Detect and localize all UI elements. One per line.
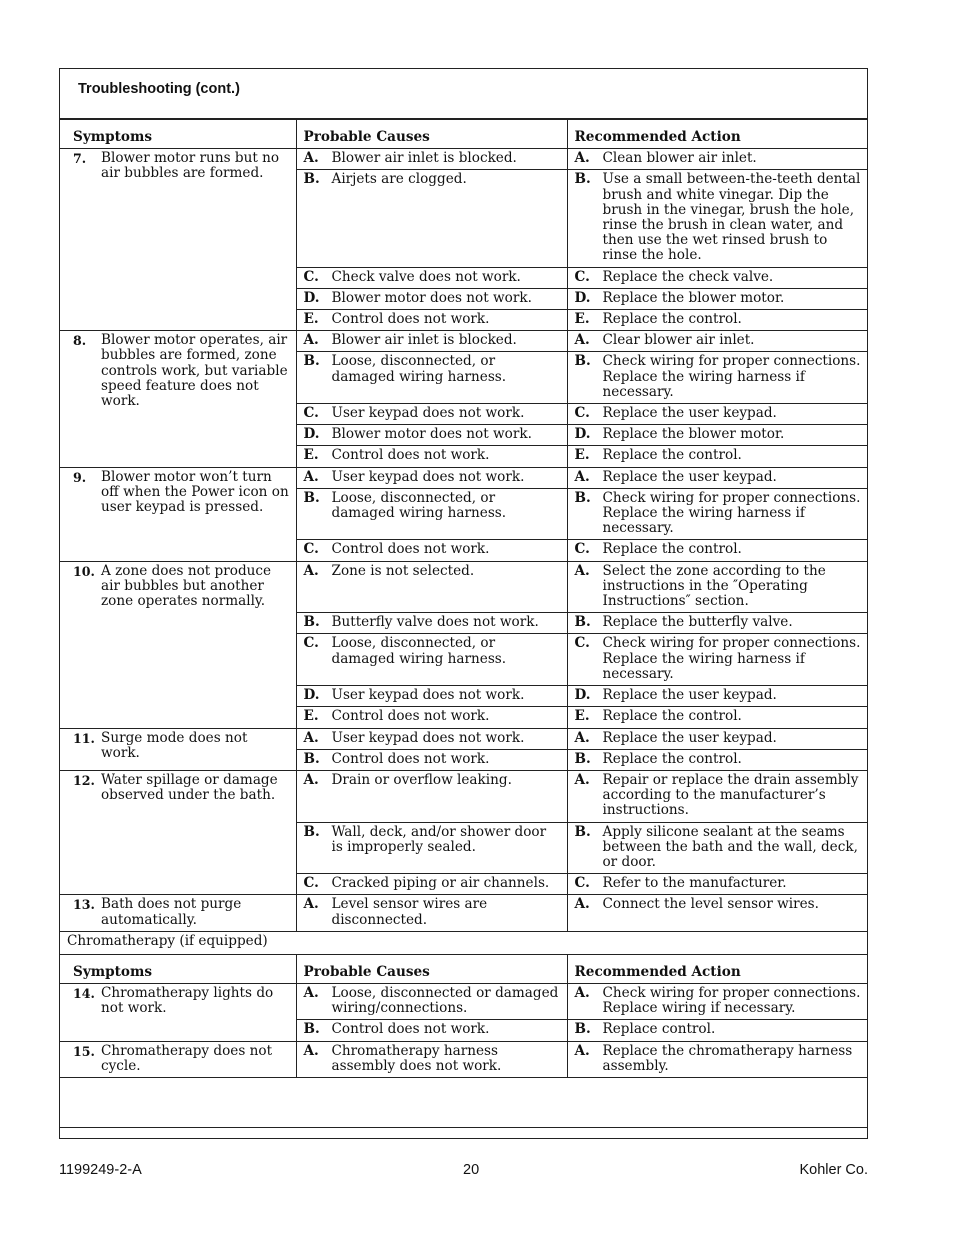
action-letter: B. bbox=[574, 1021, 591, 1038]
cause bbox=[304, 1044, 561, 1074]
action-letter: B. bbox=[574, 750, 591, 767]
symptom bbox=[67, 564, 290, 610]
cause-cell bbox=[296, 310, 567, 331]
symptom-text: Blower motor runs but no air bubbles are formed. bbox=[101, 150, 280, 182]
cause bbox=[304, 709, 561, 724]
cause-cell bbox=[296, 425, 567, 446]
action-text: Replace the control. bbox=[602, 447, 742, 464]
symptom-number: 10. bbox=[73, 563, 95, 579]
cause-letter: A. bbox=[303, 332, 319, 349]
cause-letter: B. bbox=[303, 489, 320, 506]
cause-letter: D. bbox=[303, 289, 320, 306]
cause-cell bbox=[296, 467, 567, 488]
cause bbox=[304, 151, 561, 166]
header-action: Recommended Action bbox=[567, 120, 867, 149]
cause bbox=[304, 564, 561, 579]
action bbox=[575, 636, 862, 682]
action-cell bbox=[567, 540, 867, 561]
cause-cell bbox=[296, 170, 567, 267]
action-cell bbox=[567, 613, 867, 634]
symptom bbox=[67, 773, 290, 803]
cause-cell bbox=[296, 561, 567, 613]
symptom-number: 9. bbox=[73, 469, 87, 485]
action-letter: E. bbox=[574, 447, 590, 464]
cause bbox=[304, 333, 561, 348]
cause-letter: A. bbox=[303, 1042, 319, 1059]
action bbox=[575, 564, 862, 610]
cause-text: Control does not work. bbox=[331, 1021, 490, 1038]
cause-letter: C. bbox=[303, 875, 319, 892]
cause-letter: E. bbox=[303, 447, 319, 464]
action bbox=[575, 876, 862, 891]
symptom-number: 13. bbox=[73, 897, 95, 913]
action-cell bbox=[567, 983, 867, 1019]
action bbox=[575, 470, 862, 485]
symptom-text: Blower motor operates, air bubbles are formed, zone controls work, but variable speed feature does not work. bbox=[101, 332, 288, 410]
action-cell bbox=[567, 488, 867, 540]
action-text: Replace the control. bbox=[602, 708, 742, 725]
cause-text: Loose, disconnected or damaged wiring/connections. bbox=[331, 984, 559, 1017]
table-row bbox=[60, 467, 867, 488]
symptom bbox=[67, 731, 290, 761]
cause bbox=[304, 986, 561, 1016]
symptom-cell bbox=[60, 149, 296, 331]
cause-cell bbox=[296, 770, 567, 822]
action-text: Replace control. bbox=[602, 1021, 716, 1038]
cause bbox=[304, 773, 561, 788]
action-letter: B. bbox=[574, 489, 591, 506]
symptom-text: Chromatherapy does not cycle. bbox=[101, 1042, 273, 1074]
cause-text: Control does not work. bbox=[331, 708, 490, 725]
header-row bbox=[60, 120, 867, 149]
cause bbox=[304, 427, 561, 442]
cause-letter: A. bbox=[303, 896, 319, 913]
symptom-text: Bath does not purge automatically. bbox=[101, 896, 242, 928]
action-text: Connect the level sensor wires. bbox=[602, 896, 819, 913]
action-text: Check wiring for proper connections. Replace the wiring harness if necessary. bbox=[602, 489, 861, 537]
cause-cell bbox=[296, 707, 567, 728]
cause-letter: B. bbox=[303, 614, 320, 631]
action-letter: C. bbox=[574, 268, 590, 285]
action-text: Replace the blower motor. bbox=[602, 426, 785, 443]
cause-text: User keypad does not work. bbox=[331, 405, 525, 422]
cause-cell bbox=[296, 686, 567, 707]
cause-letter: A. bbox=[303, 729, 319, 746]
action-letter: D. bbox=[574, 687, 591, 704]
cause bbox=[304, 731, 561, 746]
symptom-text: Surge mode does not work. bbox=[101, 729, 248, 761]
cause-letter: A. bbox=[303, 150, 319, 167]
symptom-cell bbox=[60, 770, 296, 894]
cause-letter: C. bbox=[303, 405, 319, 422]
action-cell bbox=[567, 331, 867, 352]
table-row bbox=[60, 895, 867, 931]
cause-text: Control does not work. bbox=[331, 541, 490, 558]
cause-cell bbox=[296, 822, 567, 874]
cause-text: Loose, disconnected, or damaged wiring harness. bbox=[331, 635, 507, 667]
symptom-text: A zone does not produce air bubbles but another zone operates normally. bbox=[101, 562, 272, 610]
action-letter: B. bbox=[574, 171, 591, 188]
cause-cell bbox=[296, 352, 567, 404]
cause-cell bbox=[296, 983, 567, 1019]
action-text: Check wiring for proper connections. Replace wiring if necessary. bbox=[602, 984, 861, 1017]
symptom-text: Blower motor won’t turn off when the Power icon on user keypad is pressed. bbox=[101, 468, 289, 516]
action bbox=[575, 615, 862, 630]
cause-letter: C. bbox=[303, 268, 319, 285]
action-cell bbox=[567, 352, 867, 404]
action bbox=[575, 291, 862, 306]
action-text: Replace the user keypad. bbox=[602, 468, 777, 485]
page-number: 20 bbox=[463, 1162, 480, 1178]
symptom-text: Chromatherapy lights do not work. bbox=[101, 984, 274, 1017]
symptom-cell bbox=[60, 983, 296, 1041]
cause-text: Blower motor does not work. bbox=[331, 289, 532, 306]
action bbox=[575, 333, 862, 348]
cause bbox=[304, 897, 561, 927]
header-row-2 bbox=[60, 954, 867, 983]
action-cell bbox=[567, 149, 867, 170]
cause-text: Cracked piping or air channels. bbox=[331, 875, 550, 892]
symptom-cell bbox=[60, 895, 296, 931]
action bbox=[575, 542, 862, 557]
action bbox=[575, 448, 862, 463]
action-cell bbox=[567, 686, 867, 707]
table-row bbox=[60, 149, 867, 170]
cause-cell bbox=[296, 874, 567, 895]
symptom-number: 12. bbox=[73, 772, 95, 788]
cause-cell bbox=[296, 728, 567, 749]
action bbox=[575, 1044, 862, 1074]
action-cell bbox=[567, 467, 867, 488]
cause-cell bbox=[296, 488, 567, 540]
action-cell bbox=[567, 895, 867, 931]
action-text: Repair or replace the drain assembly according to the manufacturer’s instructions. bbox=[602, 771, 859, 819]
table-row bbox=[60, 983, 867, 1019]
action bbox=[575, 354, 862, 400]
cause-text: Zone is not selected. bbox=[331, 562, 475, 579]
cause-text: Blower motor does not work. bbox=[331, 426, 532, 443]
header-causes: Probable Causes bbox=[296, 120, 567, 149]
cause-cell bbox=[296, 540, 567, 561]
action bbox=[575, 825, 862, 871]
action-letter: A. bbox=[574, 468, 590, 485]
cause-letter: A. bbox=[303, 984, 319, 1001]
action-cell bbox=[567, 288, 867, 309]
action bbox=[575, 986, 862, 1016]
action-cell bbox=[567, 561, 867, 613]
symptom-cell bbox=[60, 728, 296, 770]
cause bbox=[304, 542, 561, 557]
cause-cell bbox=[296, 267, 567, 288]
action-letter: A. bbox=[574, 729, 590, 746]
cause-letter: B. bbox=[303, 353, 320, 370]
action-text: Replace the control. bbox=[602, 541, 742, 558]
cause-letter: B. bbox=[303, 1021, 320, 1038]
action bbox=[575, 897, 862, 912]
cause bbox=[304, 354, 561, 384]
action bbox=[575, 427, 862, 442]
cause-cell bbox=[296, 149, 567, 170]
symptom bbox=[67, 151, 290, 181]
action bbox=[575, 773, 862, 819]
action-letter: B. bbox=[574, 614, 591, 631]
action-letter: A. bbox=[574, 771, 590, 788]
action-cell bbox=[567, 170, 867, 267]
header-symptoms-2: Symptoms bbox=[60, 954, 296, 983]
cause-cell bbox=[296, 446, 567, 467]
symptom bbox=[67, 986, 290, 1016]
section-title: Troubleshooting (cont.) bbox=[60, 69, 867, 119]
action-cell bbox=[567, 446, 867, 467]
action-letter: A. bbox=[574, 332, 590, 349]
cause bbox=[304, 825, 561, 855]
symptom-number: 14. bbox=[73, 985, 95, 1001]
cause-letter: E. bbox=[303, 708, 319, 725]
cause-text: Blower air inlet is blocked. bbox=[331, 150, 517, 167]
action-text: Check wiring for proper connections. Replace the wiring harness if necessary. bbox=[602, 635, 861, 682]
symptom-text: Water spillage or damage observed under the bath. bbox=[101, 771, 278, 804]
action-letter: B. bbox=[574, 823, 591, 840]
symptom-cell bbox=[60, 331, 296, 467]
cause bbox=[304, 470, 561, 485]
doc-number: 1199249-2-A bbox=[59, 1162, 142, 1178]
cause-text: Drain or overflow leaking. bbox=[331, 771, 512, 788]
action-letter: B. bbox=[574, 353, 591, 370]
action-letter: A. bbox=[574, 984, 590, 1001]
cause-cell bbox=[296, 749, 567, 770]
cause-cell bbox=[296, 404, 567, 425]
cause-text: Chromatherapy harness assembly does not work. bbox=[331, 1042, 502, 1074]
cause-text: User keypad does not work. bbox=[331, 729, 525, 746]
chromatherapy-subheading-row bbox=[60, 931, 867, 954]
symptom bbox=[67, 897, 290, 927]
action-letter: C. bbox=[574, 635, 590, 652]
cause-text: Wall, deck, and/or shower door is improperly sealed. bbox=[331, 823, 547, 855]
header-causes-2: Probable Causes bbox=[296, 954, 567, 983]
cause-text: User keypad does not work. bbox=[331, 687, 525, 704]
action-cell bbox=[567, 770, 867, 822]
symptom-cell bbox=[60, 467, 296, 561]
symptom-number: 8. bbox=[73, 333, 87, 349]
cause-text: Loose, disconnected, or damaged wiring harness. bbox=[331, 353, 507, 385]
blank-row bbox=[60, 1077, 867, 1127]
action-cell bbox=[567, 310, 867, 331]
cause bbox=[304, 270, 561, 285]
action bbox=[575, 731, 862, 746]
action bbox=[575, 491, 862, 537]
action-letter: E. bbox=[574, 708, 590, 725]
cause-cell bbox=[296, 895, 567, 931]
action-letter: C. bbox=[574, 541, 590, 558]
cause-text: Control does not work. bbox=[331, 311, 490, 328]
cause bbox=[304, 1022, 561, 1037]
cause-text: Control does not work. bbox=[331, 447, 490, 464]
chromatherapy-subheading: Chromatherapy (if equipped) bbox=[60, 931, 867, 954]
table-row bbox=[60, 728, 867, 749]
action bbox=[575, 709, 862, 724]
action-text: Replace the control. bbox=[602, 750, 742, 767]
troubleshooting-frame bbox=[59, 68, 868, 1139]
cause-cell bbox=[296, 288, 567, 309]
action-letter: C. bbox=[574, 875, 590, 892]
cause-cell bbox=[296, 331, 567, 352]
action-text: Check wiring for proper connections. Replace the wiring harness if necessary. bbox=[602, 353, 861, 400]
cause bbox=[304, 688, 561, 703]
cause bbox=[304, 491, 561, 521]
action-cell bbox=[567, 707, 867, 728]
action-cell bbox=[567, 404, 867, 425]
action-text: Apply silicone sealant at the seams between the bath and the wall, deck, or door. bbox=[602, 823, 858, 870]
action-text: Clean blower air inlet. bbox=[602, 150, 757, 167]
action bbox=[575, 270, 862, 285]
cause-letter: D. bbox=[303, 687, 320, 704]
action-letter: D. bbox=[574, 289, 591, 306]
cause-cell bbox=[296, 634, 567, 686]
action-cell bbox=[567, 728, 867, 749]
cause bbox=[304, 312, 561, 327]
cause-letter: B. bbox=[303, 171, 320, 188]
action-text: Clear blower air inlet. bbox=[602, 332, 755, 349]
cause bbox=[304, 448, 561, 463]
cause-text: Control does not work. bbox=[331, 750, 490, 767]
action-cell bbox=[567, 267, 867, 288]
symptom-number: 11. bbox=[73, 730, 95, 746]
header-action-2: Recommended Action bbox=[567, 954, 867, 983]
cause-cell bbox=[296, 1041, 567, 1077]
cause-text: Blower air inlet is blocked. bbox=[331, 332, 517, 349]
symptom bbox=[67, 470, 290, 516]
cause-text: User keypad does not work. bbox=[331, 468, 525, 485]
cause-cell bbox=[296, 613, 567, 634]
cause-letter: A. bbox=[303, 562, 319, 579]
cause bbox=[304, 615, 561, 630]
action-text: Select the zone according to the instructions in the ″Operating Instructions″ section. bbox=[602, 562, 826, 610]
company-name: Kohler Co. bbox=[799, 1162, 868, 1178]
action-letter: A. bbox=[574, 562, 590, 579]
symptom-cell bbox=[60, 561, 296, 728]
cause bbox=[304, 876, 561, 891]
action bbox=[575, 688, 862, 703]
table-row bbox=[60, 331, 867, 352]
cause bbox=[304, 752, 561, 767]
symptom bbox=[67, 333, 290, 409]
cause-text: Check valve does not work. bbox=[331, 268, 521, 285]
cause-letter: C. bbox=[303, 541, 319, 558]
action-text: Replace the blower motor. bbox=[602, 289, 785, 306]
action-cell bbox=[567, 1020, 867, 1041]
table-row bbox=[60, 561, 867, 613]
symptom-number: 7. bbox=[73, 151, 87, 167]
cause-text: Level sensor wires are disconnected. bbox=[331, 896, 488, 928]
action-text: Use a small between-the-teeth dental brush and white vinegar. Dip the brush in the vinegar, brush the hole, rinse the brush in clean water, and then use the wet rinsed brush to rinse the hole. bbox=[602, 171, 861, 264]
cause-letter: A. bbox=[303, 468, 319, 485]
action-cell bbox=[567, 425, 867, 446]
action-letter: A. bbox=[574, 1042, 590, 1059]
action-cell bbox=[567, 822, 867, 874]
troubleshooting-table bbox=[60, 119, 867, 1128]
action-letter: D. bbox=[574, 426, 591, 443]
action-text: Refer to the manufacturer. bbox=[602, 875, 787, 892]
cause-text: Butterfly valve does not work. bbox=[331, 614, 539, 631]
action-text: Replace the user keypad. bbox=[602, 729, 777, 746]
symptom-cell bbox=[60, 1041, 296, 1077]
action-text: Replace the control. bbox=[602, 311, 742, 328]
action-cell bbox=[567, 1041, 867, 1077]
action bbox=[575, 151, 862, 166]
action-text: Replace the check valve. bbox=[602, 268, 774, 285]
cause bbox=[304, 291, 561, 306]
action-text: Replace the user keypad. bbox=[602, 687, 777, 704]
action-letter: C. bbox=[574, 405, 590, 422]
cause-cell bbox=[296, 1020, 567, 1041]
symptom bbox=[67, 1044, 290, 1074]
table-row bbox=[60, 770, 867, 822]
action-letter: E. bbox=[574, 311, 590, 328]
cause-text: Airjets are clogged. bbox=[331, 171, 467, 188]
cause-text: Loose, disconnected, or damaged wiring harness. bbox=[331, 489, 507, 522]
symptom-number: 15. bbox=[73, 1043, 95, 1059]
cause bbox=[304, 172, 561, 187]
action bbox=[575, 752, 862, 767]
cause-letter: D. bbox=[303, 426, 320, 443]
cause-letter: B. bbox=[303, 823, 320, 840]
action-cell bbox=[567, 634, 867, 686]
action bbox=[575, 1022, 862, 1037]
header-symptoms: Symptoms bbox=[60, 120, 296, 149]
cause bbox=[304, 406, 561, 421]
cause-letter: B. bbox=[303, 750, 320, 767]
action-text: Replace the user keypad. bbox=[602, 405, 777, 422]
action-letter: A. bbox=[574, 150, 590, 167]
action bbox=[575, 172, 862, 263]
table-row bbox=[60, 1041, 867, 1077]
action-letter: A. bbox=[574, 896, 590, 913]
cause-letter: A. bbox=[303, 771, 319, 788]
action-text: Replace the chromatherapy harness assembly. bbox=[602, 1042, 853, 1074]
action-cell bbox=[567, 874, 867, 895]
action bbox=[575, 406, 862, 421]
action bbox=[575, 312, 862, 327]
cause-letter: C. bbox=[303, 635, 319, 652]
action-cell bbox=[567, 749, 867, 770]
cause bbox=[304, 636, 561, 666]
action-text: Replace the butterfly valve. bbox=[602, 614, 793, 631]
cause-letter: E. bbox=[303, 311, 319, 328]
